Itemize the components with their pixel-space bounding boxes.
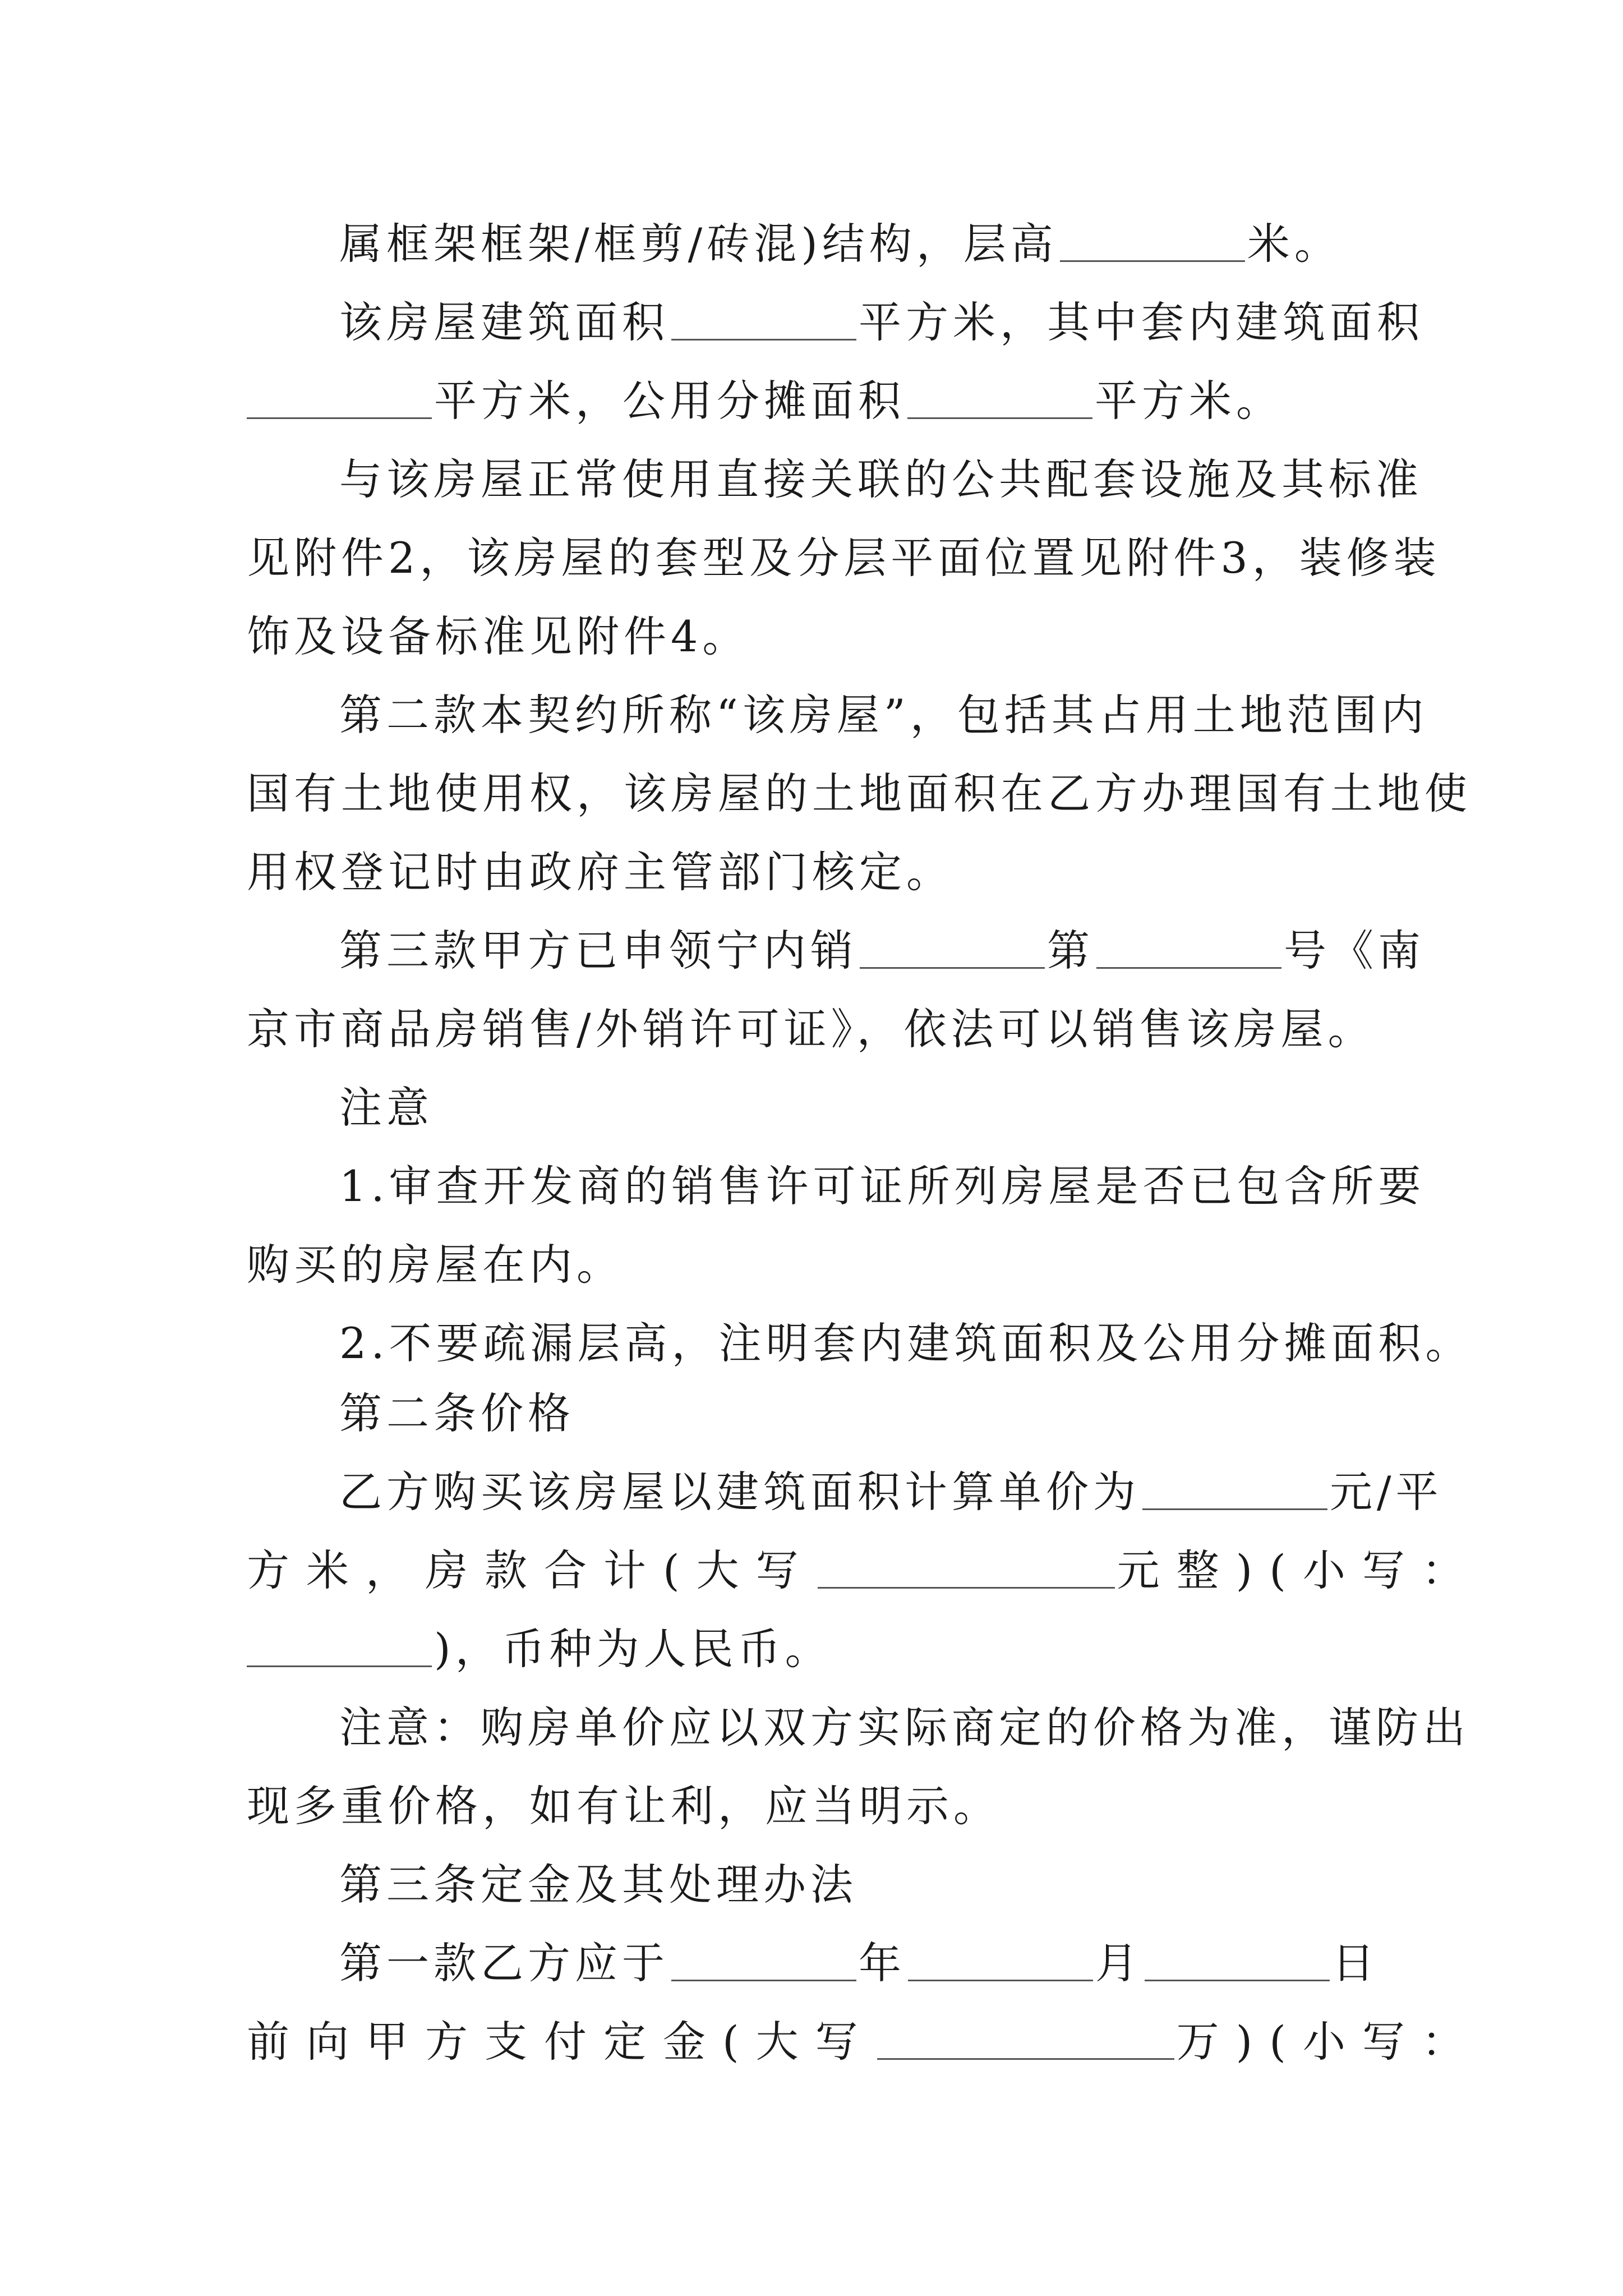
text-segment: 元整)(小写： [1117, 1545, 1481, 1595]
text-segment: 京市商品房销售/外销许可证》，依法可以销售该房屋。 [247, 1004, 1375, 1054]
text-line [247, 1001, 1396, 1057]
text-segment: 国有土地使用权，该房屋的土地面积在乙方办理国有土地使 [247, 769, 1472, 818]
text-segment: 平方米，其中套内建筑面积 [859, 297, 1424, 347]
fill-blank [671, 1940, 856, 1981]
fill-blank [671, 300, 856, 341]
text-segment: 平方米，公用分摊面积 [434, 376, 905, 426]
text-line [247, 2014, 1481, 2070]
text-segment: 乙方购买该房屋以建筑面积计算单价为 [339, 1467, 1140, 1517]
text-segment: 注意：购房单价应以双方实际商定的价格为准，谨防出 [339, 1703, 1470, 1752]
text-segment: 与该房屋正常使用直接关联的公共配套设施及其标准 [339, 454, 1423, 504]
text-segment: 饰及设备标准见附件4。 [247, 611, 750, 661]
text-segment: 日 [1332, 1938, 1379, 1988]
text-segment: 米。 [1247, 219, 1341, 269]
text-segment: 第三条定金及其处理办法 [339, 1860, 857, 1910]
fill-blank [908, 1940, 1093, 1981]
fill-blank [1145, 1940, 1330, 1981]
text-line [247, 373, 1396, 429]
text-segment: 年 [859, 1938, 906, 1988]
text-line [247, 1621, 1396, 1677]
text-line [339, 687, 1428, 743]
text-line [339, 295, 1424, 351]
text-segment: 该房屋建筑面积 [339, 297, 669, 347]
text-line [247, 1543, 1481, 1599]
fill-blank [247, 378, 432, 419]
text-segment: 2.不要疏漏层高，注明套内建筑面积及公用分摊面积。 [339, 1318, 1473, 1368]
section-heading [339, 1857, 1399, 1913]
fill-blank [877, 2019, 1174, 2060]
text-segment: 用权登记时由政府主管部门核定。 [247, 847, 953, 897]
fill-blank [907, 378, 1092, 419]
text-segment: 元/平 [1330, 1467, 1443, 1517]
text-segment: 万)(小写： [1176, 2017, 1481, 2067]
text-segment: 前向甲方支付定金(大写 [247, 2017, 875, 2067]
text-line [339, 216, 1399, 272]
text-segment: 第三款甲方已申领宁内销 [339, 926, 857, 976]
text-line [339, 1158, 1426, 1214]
text-segment: 购买的房屋在内。 [247, 1240, 624, 1290]
text-segment: 注意 [339, 1083, 434, 1133]
fill-blank [1142, 1469, 1327, 1510]
section-heading [339, 1386, 1399, 1442]
fill-blank [1060, 221, 1245, 262]
text-segment: 属框架框架/框剪/砖混)结构，层高 [339, 219, 1058, 269]
text-segment: 第二条价格 [339, 1388, 575, 1438]
text-segment: 见附件2，该房屋的套型及分层平面位置见附件3，装修装 [247, 533, 1441, 583]
text-line [339, 1315, 1473, 1372]
text-line [339, 1935, 1399, 1991]
text-segment: )，币种为人民币。 [434, 1624, 832, 1674]
fill-blank [818, 1548, 1115, 1589]
text-segment: 平方米。 [1095, 376, 1283, 426]
text-segment: 方米，房款合计(大写 [247, 1545, 815, 1595]
text-line [247, 766, 1472, 822]
text-line [247, 609, 1396, 665]
text-line [339, 1464, 1443, 1520]
text-line [339, 1700, 1470, 1756]
text-segment: 第一款乙方应于 [339, 1938, 669, 1988]
text-segment: 号《南 [1284, 926, 1425, 976]
text-line [247, 1778, 1396, 1834]
text-line [339, 923, 1425, 979]
text-segment: 1.审查开发商的销售许可证所列房屋是否已包含所要 [339, 1161, 1426, 1211]
fill-blank [860, 928, 1045, 969]
text-segment: 现多重价格，如有让利，应当明示。 [247, 1781, 1000, 1831]
text-line [247, 844, 1396, 900]
text-segment: 第二款本契约所称“该房屋”，包括其占用土地范围内 [339, 690, 1428, 740]
fill-blank [1096, 928, 1281, 969]
text-line [247, 530, 1441, 586]
fill-blank [247, 1626, 432, 1667]
text-segment: 第 [1047, 926, 1094, 976]
section-heading [339, 1080, 1399, 1136]
text-line [247, 1237, 1396, 1293]
text-line [339, 452, 1423, 508]
text-segment: 月 [1095, 1938, 1142, 1988]
